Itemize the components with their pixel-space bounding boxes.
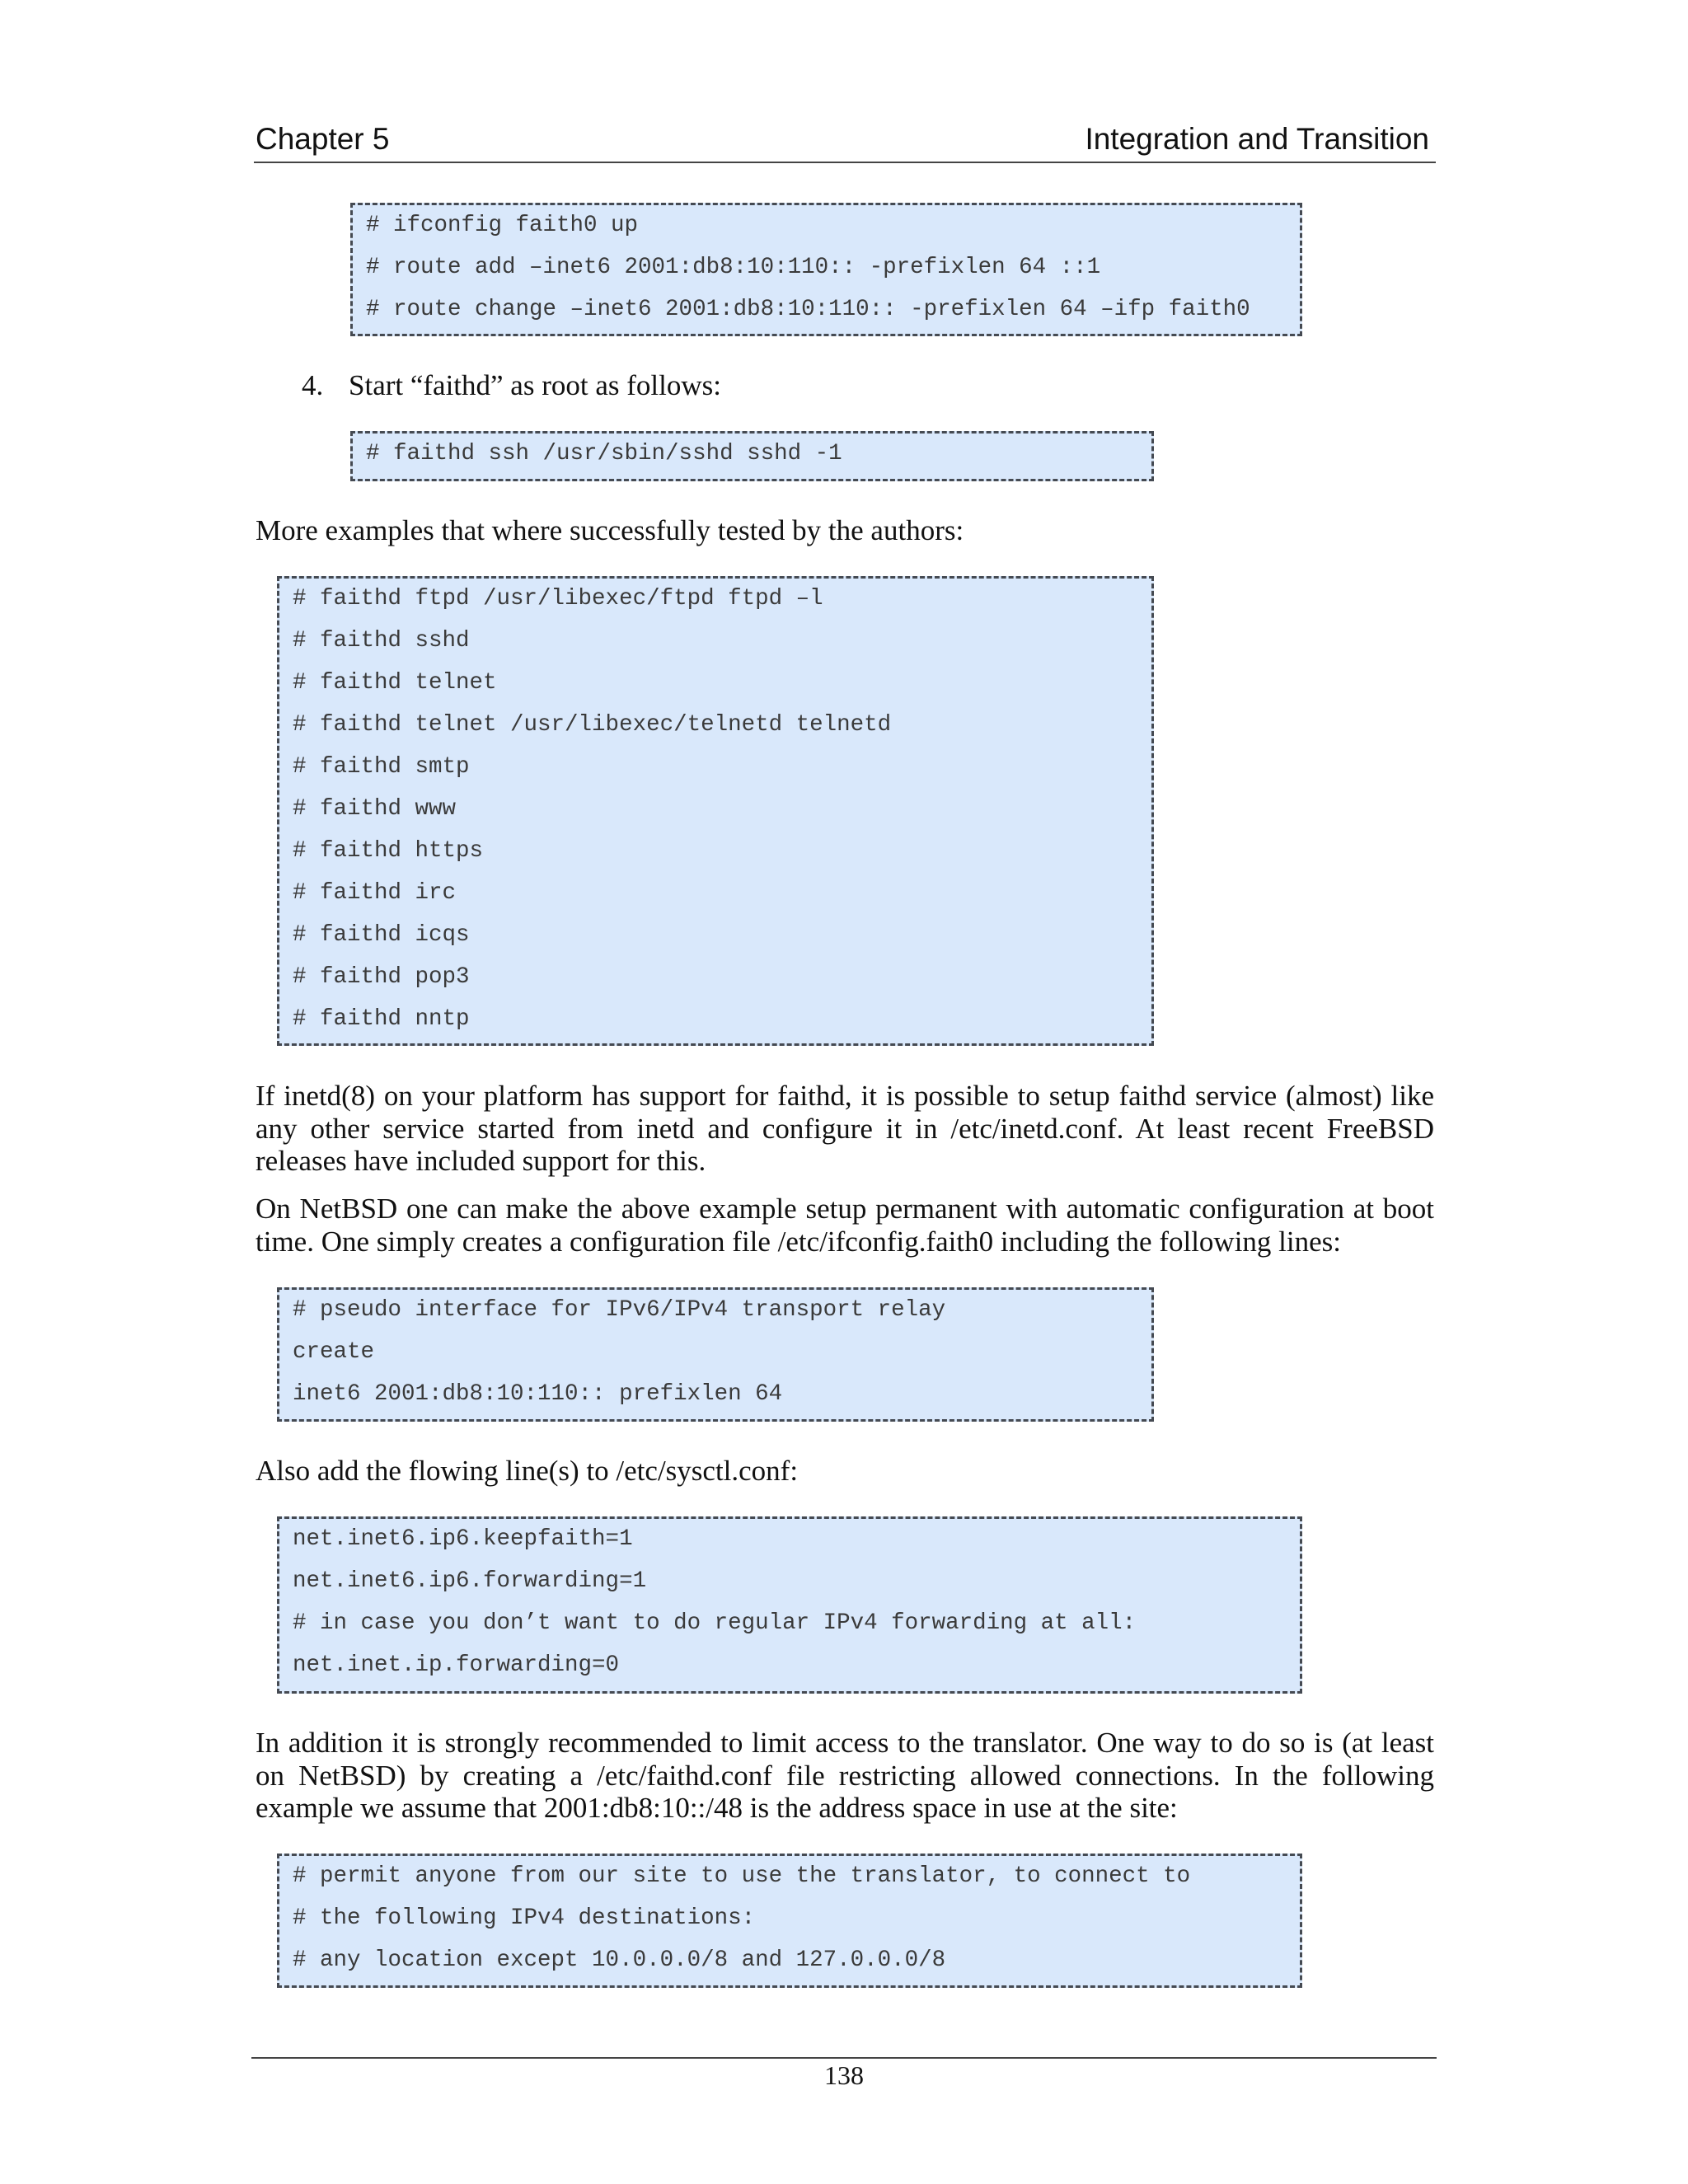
step-text: Start “faithd” as root as follows: (349, 369, 721, 401)
step-item (302, 369, 1126, 402)
code-line: # permit anyone from our site to use the translator, to connect to (293, 1863, 1191, 1889)
code-line: # faithd pop3 (293, 964, 470, 990)
code-line: # faithd telnet (293, 670, 497, 696)
code-line: # faithd telnet /usr/libexec/telnetd telnetd (293, 712, 892, 738)
paragraph: If inetd(8) on your platform has support for faithd, it is possible to setup faithd service (almost) like any other service started from inetd and configure it in /etc/inetd.conf. At least recent FreeBSD releases have included support for this. (256, 1080, 1434, 1177)
code-line: # faithd icqs (293, 922, 470, 948)
code-line: # in case you don’t want to do regular IPv4 forwarding at all: (293, 1610, 1137, 1636)
code-line: net.inet6.ip6.keepfaith=1 (293, 1526, 633, 1552)
code-block-ifconfig-faith0 (277, 1287, 1154, 1422)
paragraph: More examples that where successfully tested by the authors: (256, 514, 964, 546)
footer-divider (251, 2057, 1437, 2059)
code-line: # ifconfig faith0 up (366, 213, 639, 238)
code-block-faithd-conf (277, 1854, 1302, 1988)
code-line: # faithd nntp (293, 1006, 470, 1032)
code-block-ifconfig (350, 203, 1302, 336)
code-line: # faithd smtp (293, 754, 470, 780)
code-line: # the following IPv4 destinations: (293, 1905, 756, 1931)
page-number: 138 (824, 2060, 864, 2090)
step-number: 4. (302, 369, 324, 401)
code-line: # faithd ssh /usr/sbin/sshd sshd -1 (366, 441, 842, 466)
code-block-sysctl (277, 1516, 1302, 1694)
code-block-faithd-examples (277, 576, 1154, 1046)
code-line: net.inet6.ip6.forwarding=1 (293, 1568, 647, 1594)
code-line: # pseudo interface for IPv6/IPv4 transport relay (293, 1297, 946, 1323)
code-line: # faithd sshd (293, 628, 470, 654)
paragraph: In addition it is strongly recommended to limit access to the translator. One way to do so is (at least on NetBSD) by creating a /etc/faithd.conf file restricting allowed connections. In the following example we assume that 2001:db8:10::/48 is the address space in use at the site: (256, 1727, 1434, 1824)
code-line: inet6 2001:db8:10:110:: prefixlen 64 (293, 1381, 783, 1407)
code-line: net.inet.ip.forwarding=0 (293, 1652, 620, 1678)
page-header (254, 122, 1436, 163)
code-line: # route add –inet6 2001:db8:10:110:: -prefixlen 64 ::1 (366, 255, 1101, 280)
chapter-title: Integration and Transition (1085, 122, 1429, 156)
code-line: # faithd ftpd /usr/libexec/ftpd ftpd –l (293, 586, 823, 612)
code-line: # route change –inet6 2001:db8:10:110:: -prefixlen 64 –ifp faith0 (366, 297, 1250, 322)
code-line: # faithd https (293, 838, 484, 864)
code-block-faithd-start (350, 431, 1154, 481)
code-line: # any location except 10.0.0.0/8 and 127.0.0.0/8 (293, 1947, 946, 1973)
code-line: # faithd irc (293, 880, 457, 906)
paragraph: On NetBSD one can make the above example setup permanent with automatic configuration at boot time. One simply creates a configuration file /etc/ifconfig.faith0 including the following lines: (256, 1193, 1434, 1258)
paragraph: Also add the flowing line(s) to /etc/sysctl.conf: (256, 1455, 799, 1487)
chapter-label: Chapter 5 (256, 122, 390, 156)
code-line: create (293, 1339, 375, 1365)
code-line: # faithd www (293, 796, 457, 822)
